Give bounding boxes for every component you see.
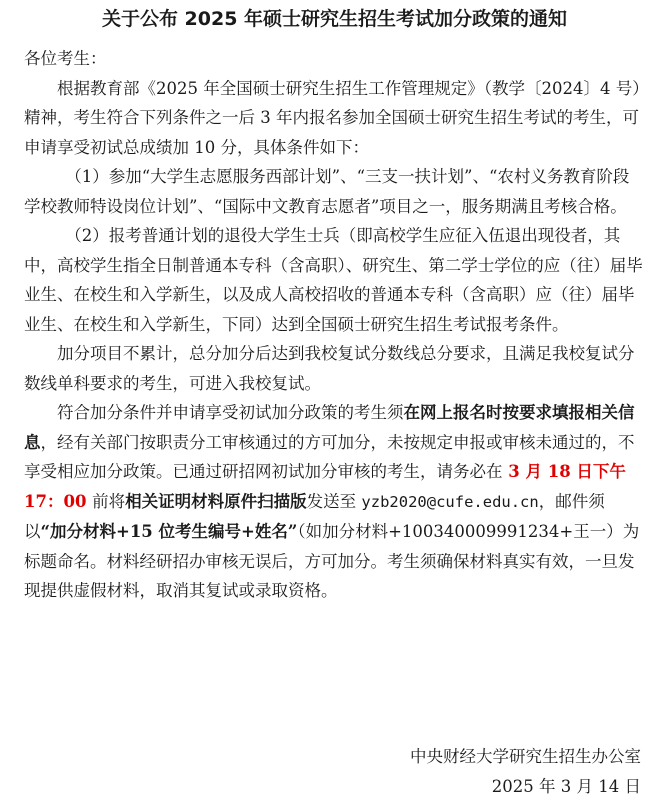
submission-requirement: 在网上报名时按要求填报相关信息 [24, 403, 635, 452]
submission-text-5: ，邮件须以 [24, 491, 605, 541]
notice-body [24, 44, 644, 606]
paragraph-intro: 根据教育部《2025 年全国硕士研究生招生工作管理规定》（教学〔2024〕4 号）精神，考生符合下列条件之一后 3 年内报名参加全国硕士研究生招生考试的考生，可申请享受初试总成绩加 10 分，具体条件如下： [24, 78, 641, 157]
submission-text-1: 符合加分条件并申请享受初试加分政策的考生须 [57, 403, 404, 422]
submission-deadline: 3 月 18 日下午 17：00 [24, 462, 626, 511]
submission-text-3: 前将 [92, 491, 126, 511]
signature-organization: 中央财经大学研究生招生办公室 [410, 747, 641, 766]
condition-item-1: （1）参加“大学生志愿服务西部计划”、“三支一扶计划”、“农村义务教育阶段学校教师特设岗位计划”、“国际中文教育志愿者”项目之一，服务期满且考核合格。 [24, 167, 630, 216]
submission-materials: 相关证明材料原件扫描版 [125, 491, 307, 511]
email-subject-format: “加分材料+15 位考生编号+姓名” [40, 522, 298, 541]
submission-text-6: （如加分材料+100340009991234+王一）为标题命名。材料经研招办审核无误后，方可加分。考生须确保材料真实有效，一旦发现提供虚假材料，取消其复试或录取资格。 [24, 522, 640, 600]
paragraph-rules: 加分项目不累计，总分加分后达到我校复试分数线总分要求，且满足我校复试分数线单科要求的考生，可进入我校复试。 [24, 344, 635, 393]
paragraph-submission [24, 398, 644, 606]
notice-title: 关于公布 2025 年硕士研究生招生考试加分政策的通知 [101, 8, 568, 30]
signature-date: 2025 年 3 月 14 日 [491, 777, 641, 796]
submission-text-2: ，经有关部门按职责分工审核通过的方可加分，未按规定申报或审核未通过的，不享受相应加分政策。已通过研招网初试加分审核的考生，请务必在 [24, 432, 635, 481]
greeting: 各位考生： [24, 49, 107, 68]
condition-item-2: （2）报考普通计划的退役大学生士兵（即高校学生应征入伍退出现役者，其中，高校学生指全日制普通本专科（含高职）、研究生、第二学士学位的应（往）届毕业生、在校生和入学新生，以及成人高校招收的普通本专科（含高职）应（往）届毕业生、在校生和入学新生，下同）达到全国硕士研究生招生考试报考条件。 [24, 226, 643, 334]
contact-email: yzb2020@cufe.edu.cn [361, 492, 539, 511]
submission-text-4: 发送至 [306, 491, 362, 511]
